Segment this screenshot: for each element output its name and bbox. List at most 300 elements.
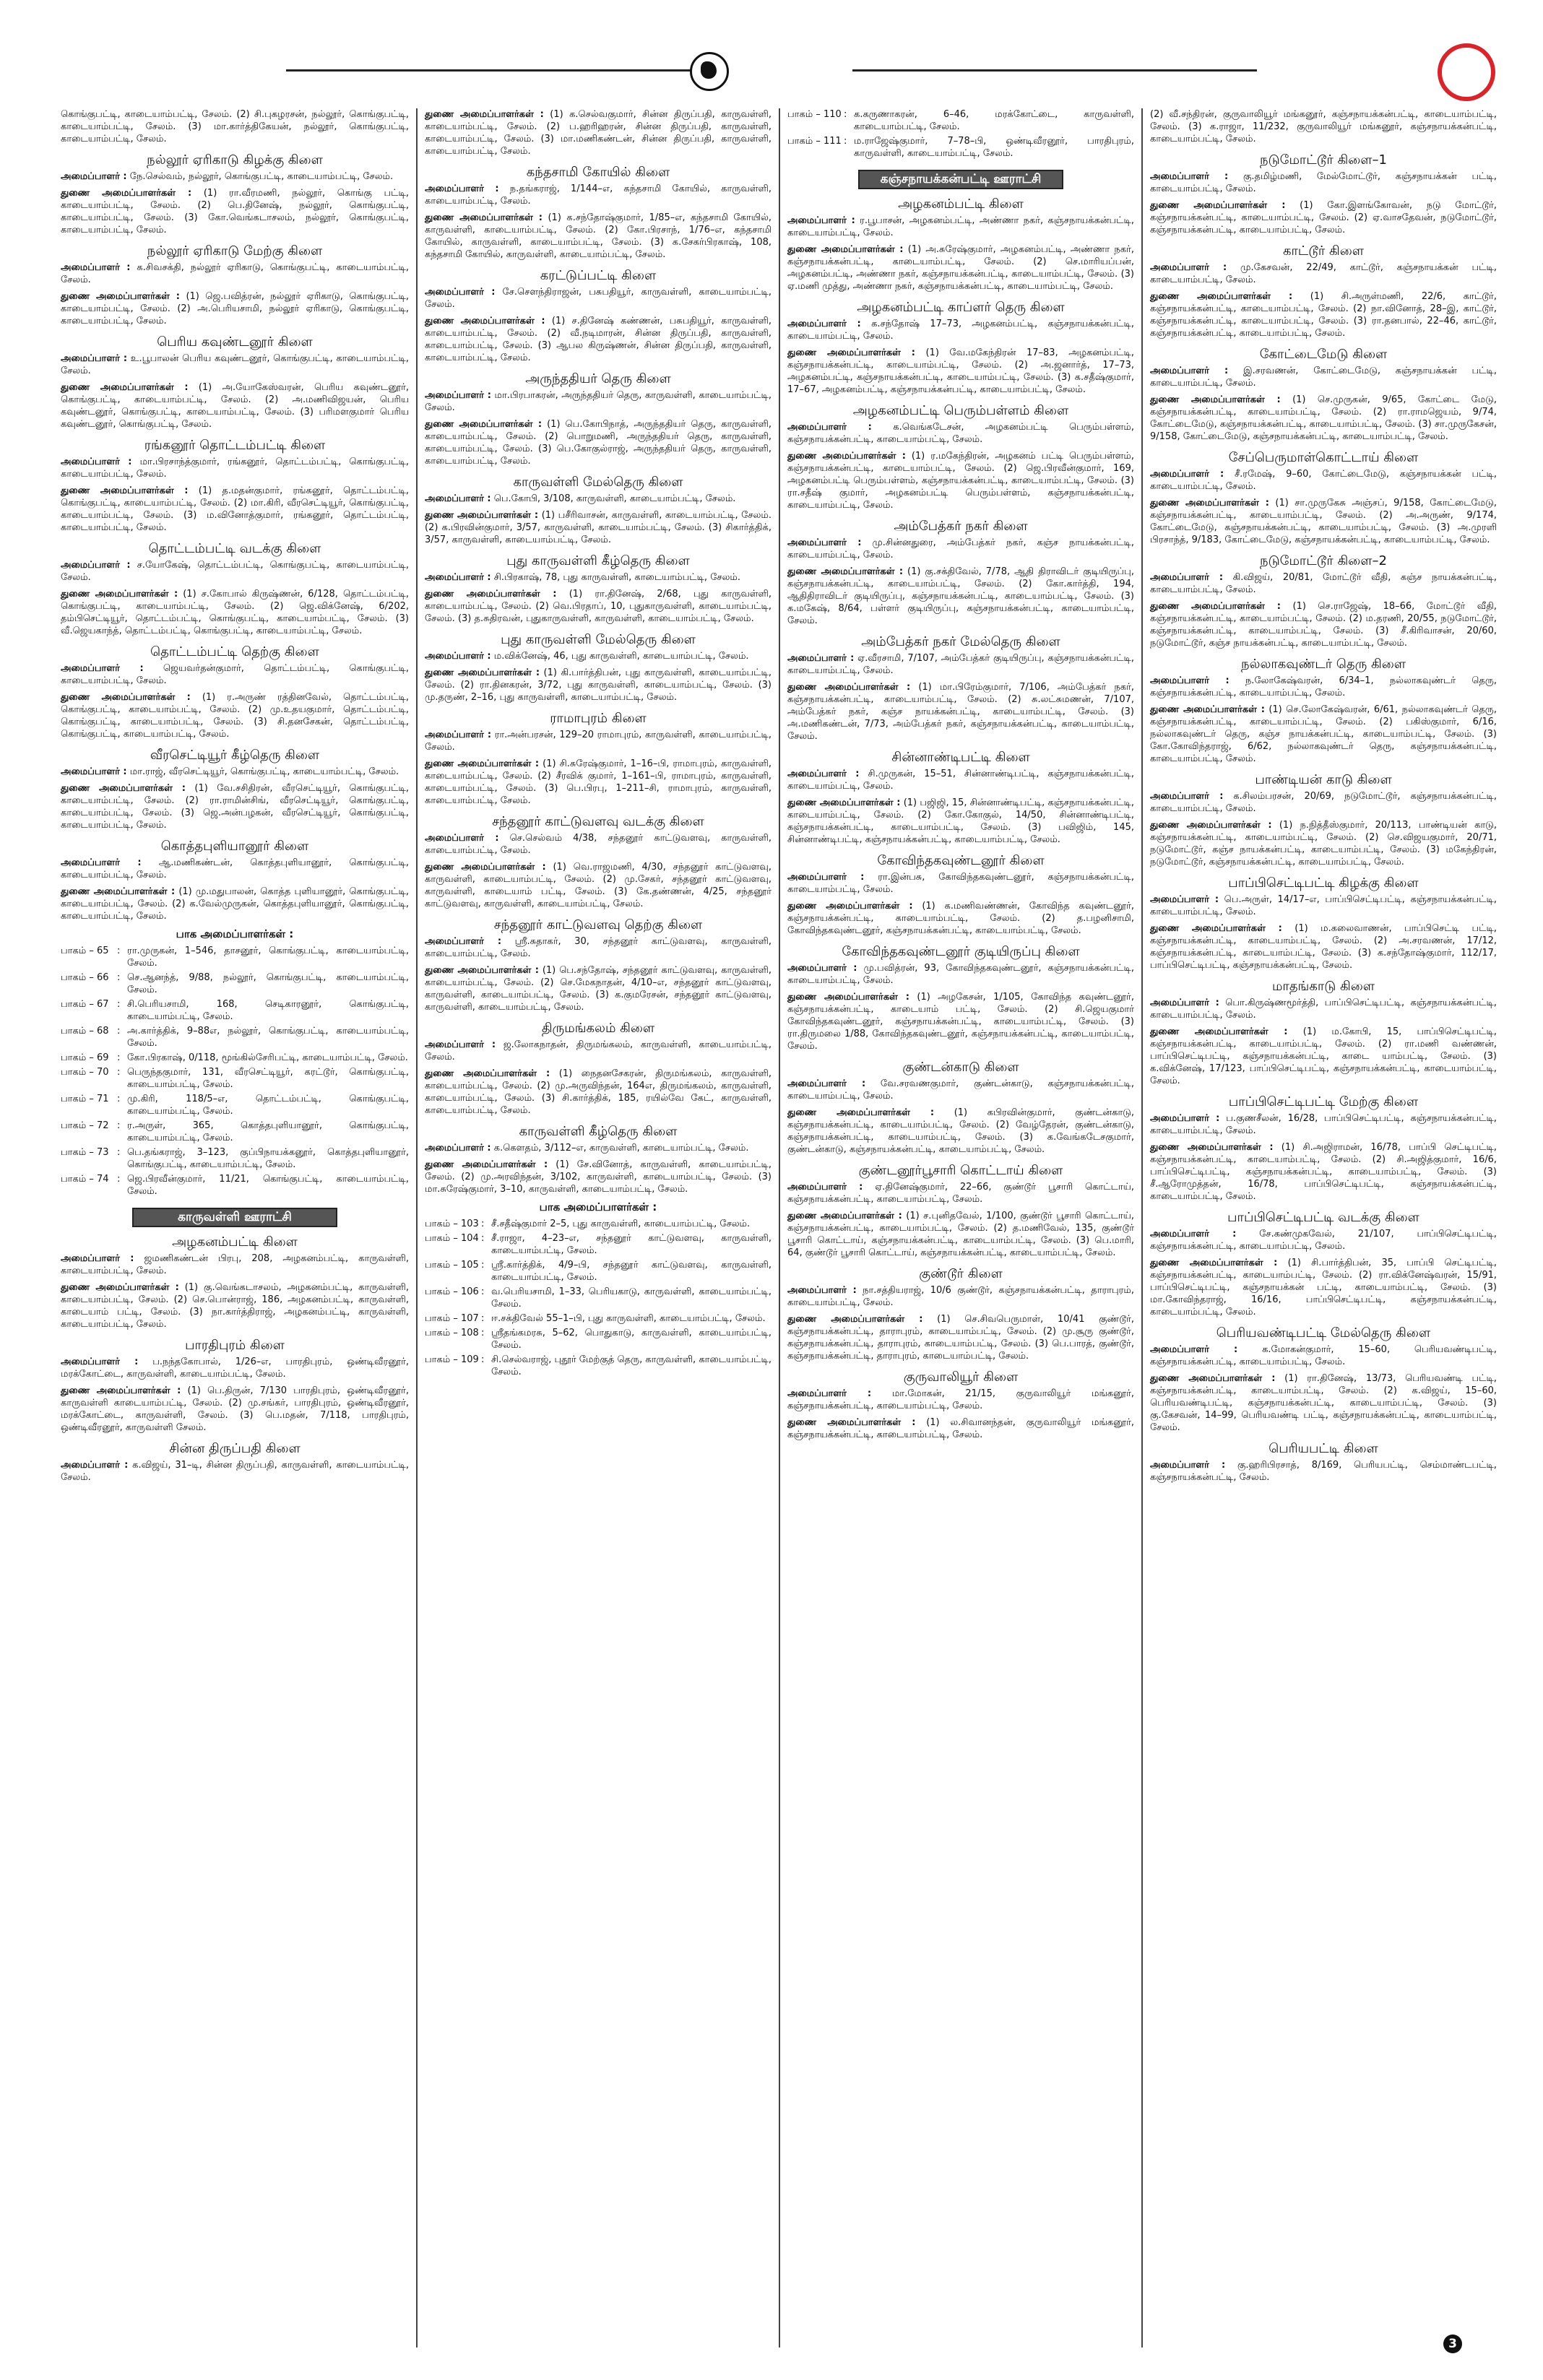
member-text: (1) செ.சிவபெருமாள், 10/41 குண்டூர், கஞ்சநாயக்கன்பட்டி, தாராபுரம், காடையாம்பட்டி, சேலம். (2) மு.சூரு குண்டூர், கஞ்சநாயக்கன்பட்டி, தாராபுரம், காடையாம்பட்டி, சேலம். (3) பெ.பாரத், குண்டூர், கஞ்சநாயக்கன்பட்டி, தாராபுரம், காடையாம்பட்டி, சேலம். bbox=[787, 1314, 1134, 1362]
booth-entry bbox=[425, 1259, 772, 1284]
panchayat-banner: காருவள்ளி ஊராட்சி bbox=[132, 1208, 337, 1227]
role-label: துணை அமைப்பாளர்கள் : bbox=[787, 1314, 923, 1325]
member-text: (1) ச.தினேஷ் கண்ணன், பசுபதியூர், காருவள்ளி, காடையாம்பட்டி, சேலம். (2) வீ.நடிமாரன், சின்ன திருப்பதி, காருவள்ளி, காடையாம்பட்டி, சேலம். (3) ஆபல கிருஷ்ணன், சின்ன திருப்பதி, காருவள்ளி, காடையாம்பட்டி, சேலம். bbox=[425, 316, 772, 363]
member-paragraph bbox=[787, 900, 1134, 937]
branch-heading: சேப்பெருமாள்கொட்டாய் கிளை bbox=[1228, 450, 1419, 465]
role-label: அமைப்பாளர் : bbox=[425, 730, 492, 740]
branch-heading: சின்ன திருப்பதி கிளை bbox=[169, 1441, 301, 1456]
member-text: மா.பிரசாந்த்குமார், ரங்கனூர், தொட்டம்பட்டி, கொங்குபட்டி, காடையாம்பட்டி, சேலம். bbox=[61, 456, 409, 480]
member-paragraph bbox=[61, 352, 409, 377]
role-label: அமைப்பாளர் : bbox=[787, 963, 857, 974]
member-text: க.மோகன்குமார், 15–60, பெரியவண்டிபட்டி, கஞ்சநாயக்கன்பட்டி, காடையாம்பட்டி, சேலம். bbox=[1150, 1344, 1497, 1367]
role-label: அமைப்பாளர் : bbox=[1150, 1229, 1237, 1239]
member-paragraph bbox=[425, 418, 772, 467]
member-text: (1) ச.புனிதவேல், 1/100, குண்டூர் பூசாரி கொட்டாய், கஞ்சநாயக்கன்பட்டி, காடையாம்பட்டி, சேலம். (2) த.மணிவேல், 135, குண்டூர் பூசாரி கொட்டாய், கஞ்சநாயக்கன்பட்டி, காடையாம்பட்டி, சேலம். (3) பெ.மாரி, 64, குண்டூர் பூசாரி கொட்டாய், கஞ்சநாயக்கன்பட்டி, காடையாம்பட்டி, சேலம். bbox=[787, 1211, 1134, 1258]
branch-heading: பாப்பிசெட்டிபட்டி மேற்கு கிளை bbox=[1228, 1094, 1419, 1109]
member-text: (1) ஜெ.பவித்ரன், நல்லூர் ஏரிகாடு, கொங்குபட்டி, காடையாம்பட்டி, சேலம். (2) அ.பெரியசாமி, நல்லூர் ஏரிகாடு, கொங்குபட்டி, காடையாம்பட்டி, சேலம். bbox=[61, 291, 409, 326]
member-text: (1) பஜிஜி, 15, சின்னாண்டிபட்டி, கஞ்சநாயக்கன்பட்டி, காடையாம்பட்டி, சேலம். (2) கோ.கோகுல், 14/50, சின்னாண்டிபட்டி, கஞ்சநாயக்கன்பட்டி, காடையாம்பட்டி, சேலம். (3) பவிஜிம், 145, சின்னாண்டிபட்டி, கஞ்சநாயக்கன்பட்டி, காடையாம்பட்டி, சேலம். bbox=[787, 797, 1134, 845]
member-text: (1) மு.மதுபாலன், கொத்த புளியானூர், கொங்குபட்டி, காடையாம்பட்டி, சேலம். (2) க.வேல்முருகன், கொத்தபுளியானூர், கொங்குபட்டி, காடையாம்பட்டி, சேலம். bbox=[61, 886, 409, 922]
booth-separator: : bbox=[117, 1174, 121, 1185]
member-paragraph bbox=[787, 243, 1134, 293]
booth-separator: : bbox=[117, 972, 121, 983]
role-label: துணை அமைப்பாளர்கள் : bbox=[1150, 1258, 1278, 1268]
member-text: (1) ரா.தினேஷ், 13/73, பெரியவண்டி பட்டி, கஞ்சநாயக்கன்பட்டி, காடையாம்பட்டி, சேலம். (2) க.விஜய், 15–60, பெரியவண்டிபட்டி, கஞ்சநாயக்கன்பட்டி, காடையாம்பட்டி, சேலம். (3) கு.கேசவன், 14–99, பெரியவண்டி பட்டி, கஞ்சநாயக்கன்பட்டி, காடையாம்பட்டி, சேலம். bbox=[1150, 1373, 1497, 1433]
column-1 bbox=[53, 108, 416, 2347]
booth-member: மு.கிரி, 118/5–எ, தொட்டம்பட்டி, கொங்குபட்டி, காடையாம்பட்டி, சேலம். bbox=[127, 1094, 409, 1117]
member-text: (1) வே.மகேந்திரன் 17–83, அழகனம்பட்டி, கஞ்சநாயக்கன்பட்டி, காடையாம்பட்டி, சேலம். (2) அ.ஜனார்த், 17–73, அழகனம்பட்டி, கஞ்சநாயக்கன்பட்டி, காடையாம்பட்டி, சேலம். (3) க.சதீஷ்குமார், 17–67, அழகனம்பட்டி, கஞ்சநாயக்கன்பட்டி, காடையாம்பட்டி, சேலம். bbox=[787, 347, 1134, 395]
booth-entry bbox=[425, 1286, 772, 1310]
booth-separator: : bbox=[844, 109, 847, 120]
booth-separator: : bbox=[481, 1233, 485, 1244]
member-paragraph bbox=[1150, 1372, 1497, 1434]
member-paragraph bbox=[425, 1159, 772, 1195]
member-text: (1) அழகேசன், 1/105, கோவிந்த கவுண்டனூர், கஞ்சநாயக்கன்பட்டி, காடையாம் பட்டி, சேலம். (2) சி.ஜெயகுமார் கோவிந்தகவுண்டனூர், கஞ்சநாயக்கன்பட்டி, காடையாம்பட்டி, சேலம். (3) ரா.திருமலை 1/88, கோவிந்தகவுண்டனூர், கஞ்சநாயக்கன்பட்டி, காடையாம்பட்டி, சேலம். bbox=[787, 992, 1134, 1052]
role-label: துணை அமைப்பாளர்கள் : bbox=[425, 212, 543, 223]
role-label: அமைப்பாளர் : bbox=[1150, 572, 1224, 583]
role-label: துணை அமைப்பாளர்கள் : bbox=[1150, 923, 1282, 934]
booth-section-heading: பாக அமைப்பாளர்கள் : bbox=[176, 927, 294, 940]
member-text: மு.பவித்ரன், 93, கோவிந்தகவுண்டனூர், கஞ்சநாயக்கன்பட்டி, காடையாம்பட்டி, சேலம். bbox=[787, 963, 1134, 986]
booth-separator: : bbox=[481, 1286, 485, 1297]
booth-entry bbox=[61, 1093, 409, 1117]
role-label: துணை அமைப்பாளர்கள் : bbox=[1150, 291, 1293, 302]
member-paragraph bbox=[425, 389, 772, 414]
member-text: சே.கண்முகவேல், 21/107, பாப்பிசெட்டிபட்டி, கஞ்சநாயக்கன்பட்டி, காடையாம்பட்டி, சேலம். bbox=[1150, 1229, 1497, 1252]
member-text: (1) சி.சுரேஷ்குமார், 1–16–பி, ராமாபுரம், காருவள்ளி, காடையாம்பட்டி, சேலம். (2) சீரவிக் குமார், 1–161–பி, ராமாபுரம், காருவள்ளி, காடையாம்பட்டி, சேலம். (3) பெ.பிரபு, 1–211–சி, ராமாபுரம், காருவள்ளி, காடையாம்பட்டி, சேலம். bbox=[425, 758, 772, 806]
member-text: மா.பிரபாகரன், அருந்ததியர் தெரு, காருவள்ளி, காடையாம்பட்டி, சேலம். bbox=[425, 390, 772, 413]
member-paragraph bbox=[61, 782, 409, 831]
member-paragraph bbox=[1150, 1141, 1497, 1203]
member-paragraph bbox=[1150, 922, 1497, 972]
member-text: கு.தமிழ்மணி, மேல்மோட்டூர், கஞ்சநாயக்கன் பட்டி, காடையாம்பட்டி, சேலம். bbox=[1150, 171, 1497, 194]
member-paragraph bbox=[787, 318, 1134, 342]
branch-heading: சின்னாண்டிபட்டி கிளை bbox=[891, 750, 1030, 765]
member-paragraph bbox=[1150, 365, 1497, 389]
booth-entry bbox=[61, 1146, 409, 1171]
member-paragraph bbox=[787, 652, 1134, 677]
role-label: அமைப்பாளர் : bbox=[61, 766, 127, 777]
member-paragraph bbox=[787, 421, 1134, 446]
member-paragraph bbox=[1150, 170, 1497, 195]
role-label: அமைப்பாளர் : bbox=[787, 872, 865, 883]
member-text: மு.கேசவன், 22/49, காட்டூர், கஞ்சநாயக்கன் பட்டி, காடையாம்பட்டி, சேலம். bbox=[1150, 262, 1497, 285]
branch-heading: நடுமோட்டூர் கிளை–1 bbox=[1260, 152, 1387, 168]
member-text: உ.பூபாலன் பெரிய கவுண்டனூர், கொங்குபட்டி, காடையாம்பட்டி, சேலம். bbox=[61, 353, 409, 376]
member-text: மு.சின்னதுரை, அம்பேத்கர் நகர், கஞ்ச நாயக்கன்பட்டி, காடையாம்பட்டி, சேலம். bbox=[787, 537, 1134, 561]
member-paragraph bbox=[61, 485, 409, 534]
member-paragraph bbox=[787, 962, 1134, 987]
member-paragraph bbox=[61, 1356, 409, 1380]
booth-number: பாகம் – 70 bbox=[61, 1067, 109, 1078]
branch-heading: குண்டூர் கிளை bbox=[919, 1266, 1003, 1281]
member-text: (1) கு.சக்திவேல், 7/78, ஆதி திராவிடர் குடியிருப்பு, கஞ்சநாயக்கன்பட்டி, காடையாம்பட்டி, சேலம். (2) கோ.கார்த்தி, 194, ஆதிதிராவிடர் குடியிருப்பு, கஞ்சநாயக்கன்பட்டி, காடையாம்பட்டி, சேலம். (3) க.மகேஷ், 8/64, பள்ளர் குடியிருப்பு, கஞ்சநாயக்கன்பட்டி, காடையாம்பட்டி, சேலம். bbox=[787, 566, 1134, 626]
role-label: அமைப்பாளர் : bbox=[61, 857, 142, 868]
role-label: அமைப்பாளர் : bbox=[61, 353, 128, 364]
member-paragraph bbox=[787, 797, 1134, 846]
member-text: க.விஜய், 31–டி, சின்ன திருப்பதி, காருவள்ளி, காடையாம்பட்டி, சேலம். bbox=[61, 1460, 409, 1483]
branch-heading: நடுமோட்டூர் கிளை–2 bbox=[1260, 553, 1387, 568]
branch-heading: புது காருவள்ளி மேல்தெரு கிளை bbox=[501, 632, 696, 647]
branch-heading: புது காருவள்ளி கீழ்தெரு கிளை bbox=[506, 553, 690, 568]
branch-heading: கந்தசாமி கோயில் கிளை bbox=[526, 165, 670, 180]
branch-heading: வீரசெட்டியூர் கீழ்தெரு கிளை bbox=[150, 748, 320, 763]
member-text: (1) சி.பார்த்திபன், 35, பாப்பி செட்டிபட்டி, கஞ்சநாயக்கன்பட்டி, காடையாம்பட்டி, சேலம். (2) ரா.விக்னேஷ்வரன், 15/91, பாப்பிசெட்டிபட்டி, கஞ்சநாயக்கன் பட்டி, காடையாம்பட்டி, சேலம். (3) மா.கோவிந்தராஜ், 16/16, பாப்பிசெட்டிபட்டி, கஞ்சநாயக்கன்பட்டி, காடையாம்பட்டி, சேலம். bbox=[1150, 1258, 1497, 1317]
member-paragraph bbox=[1150, 571, 1497, 596]
member-paragraph bbox=[787, 991, 1134, 1052]
role-label: அமைப்பாளர் : bbox=[1150, 675, 1229, 686]
branch-heading: ரங்கனூர் தொட்டம்பட்டி கிளை bbox=[144, 438, 326, 453]
member-paragraph bbox=[787, 1313, 1134, 1362]
member-text: நா.சத்தியராஜ், 10/6 குண்டூர், கஞ்சநாயக்கன்பட்டி, தாராபுரம், காடையாம்பட்டி, சேலம். bbox=[787, 1285, 1134, 1308]
branch-heading: குருவாலியூர் கிளை bbox=[903, 1369, 1019, 1385]
role-label: துணை அமைப்பாளர்கள் : bbox=[1150, 394, 1281, 405]
member-text: (1) செ.ராஜேஷ், 18–66, மோட்டூர் வீதி, கஞ்சநாயக்கன்பட்டி, காடையாம்பட்டி, சேலம். (2) ம.தரணி, 20/55, நடுமோட்டூர், கஞ்சநாயக்கன்பட்டி, காடையாம்பட்டி, சேலம். (3) சீ.கிரிவாசன், 20/60, நடுமோட்டூர், கஞ்ச நாயக்கன்பட்டி, காடையாம்பட்டி, சேலம். bbox=[1150, 601, 1497, 649]
role-label: துணை அமைப்பாளர்கள் : bbox=[61, 382, 189, 393]
member-paragraph bbox=[425, 183, 772, 207]
role-label: அமைப்பாளர் : bbox=[425, 572, 491, 583]
booth-number: பாகம் – 111 bbox=[787, 136, 842, 147]
booth-member: வ.பெரியசாமி, 1–33, பெரியகாடு, காருவள்ளி, காடையாம்பட்டி, சேலம். bbox=[491, 1286, 772, 1310]
member-paragraph bbox=[1150, 1026, 1497, 1087]
role-label: அமைப்பாளர் : bbox=[787, 769, 860, 779]
member-text: நே.செல்வம், நல்லூர், கொங்குபட்டி, காடையாம்பட்டி, சேலம். bbox=[129, 171, 394, 182]
member-text: சி.பிரகாஷ், 78, புது காருவள்ளி, காடையாம்பட்டி, சேலம். bbox=[493, 572, 741, 583]
member-text: (1) சி.அருள்மணி, 22/6, காட்டூர், கஞ்சநாயக்கன்பட்டி, காடையாம்பட்டி, சேலம். (2) நா.வினோத், 28–இ, காட்டூர், கஞ்சநாயக்கன்பட்டி, காடையாம்பட்டி, சேலம். (3) ரா.தனபால், 22–46, காட்டூர், கஞ்சநாயக்கன்பட்டி, காடையாம்பட்டி, சேலம். bbox=[1150, 291, 1497, 339]
role-label: துணை அமைப்பாளர்கள் : bbox=[787, 682, 911, 693]
role-label: துணை அமைப்பாளர்கள் : bbox=[61, 783, 186, 794]
booth-entry bbox=[787, 108, 1134, 133]
role-label: துணை அமைப்பாளர்கள் : bbox=[425, 419, 543, 430]
member-paragraph bbox=[61, 290, 409, 327]
role-label: துணை அமைப்பாளர்கள் : bbox=[425, 1159, 548, 1170]
member-text: பொ.கிருஷ்ணமூர்த்தி, பாப்பிசெட்டிபட்டி, கஞ்சநாயக்கன்பட்டி, காடையாம்பட்டி, சேலம். bbox=[1150, 998, 1497, 1021]
member-text: ஜமணிகண்டன் பிரபு, 208, அழகனம்பட்டி, காருவள்ளி, காடையாம்பட்டி, சேலம். bbox=[61, 1253, 409, 1276]
member-paragraph bbox=[425, 758, 772, 807]
member-paragraph bbox=[61, 1459, 409, 1484]
page-number: 3 bbox=[1443, 2334, 1462, 2353]
member-paragraph bbox=[1150, 600, 1497, 649]
member-paragraph bbox=[61, 766, 409, 778]
member-paragraph bbox=[787, 1416, 1134, 1441]
member-paragraph bbox=[1150, 704, 1497, 765]
member-text: மா.மோகன், 21/15, குருவாலியூர் மங்கனூர், கஞ்சநாயக்கன்பட்டி, காடையாம்பட்டி, சேலம். bbox=[787, 1388, 1134, 1411]
branch-heading: கோட்டைமேடு கிளை bbox=[1259, 347, 1388, 362]
member-text: ஆ.மணிகண்டன், கொத்தபுளியானூர், கொங்குபட்டி, காடையாம்பட்டி, சேலம். bbox=[61, 857, 409, 880]
branch-heading: மாதங்காடு கிளை bbox=[1271, 979, 1375, 994]
member-paragraph bbox=[425, 1039, 772, 1063]
role-label: துணை அமைப்பாளர்கள் : bbox=[425, 965, 539, 976]
member-text: (1) மா.பிரேம்குமார், 7/106, அம்பேத்கர் நகர், கஞ்சநாயக்கன்பட்டி, காடையாம்பட்டி, சேலம். (2) சு.லட்சுமணன், 7/107, அம்பேத்கர் நகர், கஞ்ச நாயக்கன்பட்டி, காடையாம்பட்டி, சேலம். (3) அ.மணிகண்டன், 7/73, அம்பேத்கர் நகர், கஞ்சநாயக்கன்பட்டி, காடையாம்பட்டி, சேலம். bbox=[787, 682, 1134, 742]
header-rule-right bbox=[852, 69, 1257, 72]
member-text: (1) ச.கோபால் கிருஷ்ணன், 6/128, தொட்டம்பட்டி, கொங்குபட்டி, காடையாம்பட்டி, சேலம். (2) ஜெ.விக்னேஷ், 6/202, தம்பிசெட்டியூர், தொட்டம்பட்டி, கொங்குபட்டி, காடையாம்பட்டி, சேலம். (3) வீ.ஜெயகாந்த், தொட்டம்பட்டி, கொங்குபட்டி, காடையாம்பட்டி, சேலம். bbox=[61, 589, 409, 636]
member-text: (1) ந.நித்தீஸ்குமார், 20/113, பாண்டியன் காடு, கஞ்சநாயக்கன்பட்டி, காடையாம்பட்டி, சேலம். (2) செ.விஜயகுமார், 20/71, நடுமோட்டூர், கஞ்ச நாயக்கன்பட்டி, காடையாம்பட்டி, சேலம். (3) மகேந்திரன், நடுமோட்டூர், கஞ்சநாயக்கன்பட்டி, காடையாம்பட்டி, சேலம். bbox=[1150, 820, 1497, 867]
role-label: அமைப்பாளர் : bbox=[787, 1182, 863, 1193]
member-paragraph bbox=[787, 1107, 1134, 1156]
role-label: துணை அமைப்பாளர்கள் : bbox=[61, 485, 189, 496]
member-text: (1) க.மணிவண்ணன், கோவிந்த கவுண்டனூர், கஞ்சநாயக்கன்பட்டி, காடையாம்பட்டி, சேலம். (2) த.பழனிசாமி, கோவிந்தகவுண்டனூர், கஞ்சநாயக்கன்பட்டி, காடையாம்பட்டி, சேலம். bbox=[787, 901, 1134, 936]
booth-member: சீ.ராஜா, 4–23–எ, சந்தனூர் காட்டுவளவு, காருவள்ளி, காடையாம்பட்டி, சேலம். bbox=[491, 1233, 772, 1256]
member-paragraph bbox=[61, 187, 409, 236]
branch-heading: பாப்பிசெட்டிபட்டி கிழக்கு கிளை bbox=[1228, 875, 1419, 891]
member-paragraph bbox=[425, 1142, 772, 1154]
role-label: அமைப்பாளர் : bbox=[1150, 1460, 1226, 1471]
branch-heading: தொட்டம்பட்டி வடக்கு கிளை bbox=[148, 541, 321, 556]
booth-entry bbox=[425, 1327, 772, 1351]
booth-member: ரா.முருகன், 1–546, தாசனூர், கொங்குபட்டி, காடையாம்பட்டி, சேலம். bbox=[127, 945, 409, 969]
role-label: அமைப்பாளர் : bbox=[425, 183, 499, 194]
booth-entry bbox=[61, 1120, 409, 1144]
member-paragraph bbox=[787, 537, 1134, 561]
role-label: அமைப்பாளர் : bbox=[1150, 469, 1224, 480]
role-label: துணை அமைப்பாளர்கள் : bbox=[1150, 1142, 1274, 1153]
member-text: (1) த.மதன்குமார், ரங்கனூர், தொட்டம்பட்டி, கொங்குபட்டி, காடையாம்பட்டி, சேலம். (2) மா.கிரி, வீரசெட்டியூர், கொங்குபட்டி, காடையாம்பட்டி, சேலம். (3) ம.வினோத்குமார், ரங்கனூர், தொட்டம்பட்டி, காடையாம்பட்டி, சேலம். bbox=[61, 485, 409, 533]
member-text: சி.முருகன், 15–51, சின்னாண்டிபட்டி, கஞ்சநாயக்கன்பட்டி, காடையாம்பட்டி, சேலம். bbox=[787, 769, 1134, 792]
role-label: அமைப்பாளர் : bbox=[425, 1143, 491, 1154]
booth-number: பாகம் – 68 bbox=[61, 1026, 109, 1037]
member-paragraph bbox=[61, 1385, 409, 1434]
role-label: துணை அமைப்பாளர்கள் : bbox=[1150, 601, 1281, 612]
member-paragraph bbox=[787, 1181, 1134, 1206]
branch-heading: பாரதிபுரம் கிளை bbox=[185, 1338, 285, 1353]
member-text: (1) செ.முருகன், 9/65, கோட்டை மேடு, கஞ்சநாயக்கன்பட்டி, காடையாம்பட்டி, சேலம். (2) ரா.ராமஜெயம், 9/74, கோட்டைமேடு, கஞ்சநாயக்கன்பட்டி, காடையாம்பட்டி, சேலம். (3) சா.முருகேசன், 9/158, கோட்டைமேடு, கஞ்சநாயக்கன்பட்டி, காடையாம்பட்டி, சேலம். bbox=[1150, 394, 1497, 442]
booth-separator: : bbox=[117, 1094, 121, 1104]
booth-separator: : bbox=[481, 1354, 485, 1365]
role-label: துணை அமைப்பாளர்கள் : bbox=[61, 589, 178, 600]
branch-heading: பாப்பிசெட்டிபட்டி வடக்கு கிளை bbox=[1227, 1210, 1419, 1225]
member-paragraph bbox=[1150, 819, 1497, 868]
panchayat-banner: கஞ்சநாயக்கன்பட்டி ஊராட்சி bbox=[858, 170, 1063, 189]
branch-heading: சந்தனூர் காட்டுவளவு வடக்கு கிளை bbox=[492, 814, 704, 829]
member-text: (1) க.செல்வகுமார், சின்ன திருப்பதி, காருவள்ளி, காடையாம்பட்டி, சேலம். (2) ப.ஹரிஹரன், சின்ன திருப்பதி, காருவள்ளி, காடையாம்பட்டி, சேலம். (3) மா.மணிகண்டன், சின்ன திருப்பதி, காருவள்ளி, காடையாம்பட்டி, சேலம். bbox=[425, 109, 772, 157]
branch-heading: கோவிந்தகவுண்டனூர் கிளை bbox=[877, 853, 1045, 868]
role-label: துணை அமைப்பாளர்கள் : bbox=[61, 1385, 181, 1396]
member-paragraph bbox=[61, 559, 409, 584]
booth-entry bbox=[425, 1218, 772, 1230]
member-paragraph bbox=[61, 662, 409, 687]
booth-separator: : bbox=[481, 1219, 485, 1229]
member-text: ப.குணசீலன், 16/28, பாப்பிசெட்டிபட்டி, கஞ்சநாயக்கன்பட்டி, காடையாம்பட்டி, சேலம். bbox=[1150, 1113, 1497, 1136]
booth-separator: : bbox=[481, 1313, 485, 1324]
role-label: துணை அமைப்பாளர்கள் : bbox=[61, 291, 180, 302]
role-label: துணை அமைப்பாளர்கள் : bbox=[425, 1068, 550, 1079]
branch-heading: நல்லாகவுண்டர் தெரு கிளை bbox=[1240, 657, 1406, 672]
role-label: அமைப்பாளர் : bbox=[1150, 262, 1227, 273]
booth-separator: : bbox=[117, 1067, 121, 1078]
booth-number: பாகம் – 104 bbox=[425, 1233, 479, 1244]
member-text: (1) க.சந்தோஷ்குமார், 1/85–எ, கந்தசாமி கோயில், காருவள்ளி, காடையாம்பட்டி, சேலம். (2) கோ.பிரசாந், 1/76–எ, கந்தசாமி கோயில், காருவள்ளி, காடையாம்பட்டி, சேலம். (3) க.சேகர்பிரகாஷ், 108, கந்தசாமி கோயில், காருவள்ளி, காடையாம்பட்டி, சேலம். bbox=[425, 212, 772, 260]
member-text: (1) ரா.வீரமணி, நல்லூர், கொங்கு பட்டி, காடையாம்பட்டி, சேலம். (2) பெ.தினேஷ், நல்லூர், கொங்குபட்டி, காடையாம்பட்டி, சேலம். (3) கோ.வெங்கடாசலம், நல்லூர், கொங்குபட்டி, காடையாம்பட்டி, சேலம். bbox=[61, 188, 409, 235]
member-paragraph bbox=[1150, 497, 1497, 546]
role-label: அமைப்பாளர் : bbox=[787, 653, 855, 664]
role-label: அமைப்பாளர் : bbox=[1150, 171, 1229, 182]
member-text: ரா.இன்பசு, கோவிந்தகவுண்டனூர், கஞ்சநாயக்கன்பட்டி, காடையாம்பட்டி, சேலம். bbox=[787, 872, 1134, 895]
member-text: மா.ராஜ், வீரசெட்டியூர், கொங்குபட்டி, காடையாம்பட்டி, சேலம். bbox=[129, 766, 399, 777]
member-paragraph bbox=[425, 108, 772, 157]
member-paragraph bbox=[425, 571, 772, 584]
member-paragraph bbox=[787, 566, 1134, 627]
booth-number: பாகம் – 110 bbox=[787, 109, 842, 120]
booth-number: பாகம் – 72 bbox=[61, 1120, 109, 1131]
branch-heading: நல்லூர் ஏரிகாடு மேற்கு கிளை bbox=[147, 243, 323, 259]
booth-member: ஸ்ரீ.கார்த்திக், 4/9–பி, சந்தனூர் காட்டுவளவு, காருவள்ளி, காடையாம்பட்டி, சேலம். bbox=[491, 1260, 772, 1283]
member-paragraph bbox=[1150, 394, 1497, 443]
role-label: துணை அமைப்பாளர்கள் : bbox=[787, 451, 906, 462]
branch-heading: நல்லூர் ஏரிகாடு கிழக்கு கிளை bbox=[147, 152, 323, 168]
booth-member: சி.பெரியசாமி, 168, செடிகாரனூர், கொங்குபட்டி, காடையாம்பட்டி, சேலம். bbox=[127, 999, 409, 1022]
member-text: ஏ.வீரசாமி, 7/107, அம்பேத்கர் குடியிருப்பு, கஞ்சநாயக்கன்பட்டி, காடையாம்பட்டி, சேலம். bbox=[787, 653, 1134, 676]
role-label: அமைப்பாளர் : bbox=[425, 833, 499, 844]
role-label: அமைப்பாளர் : bbox=[425, 287, 496, 298]
member-text: பெ.கோபி, 3/108, காருவள்ளி, காடையாம்பட்டி, சேலம். bbox=[493, 493, 736, 504]
booth-entry bbox=[61, 945, 409, 969]
member-paragraph bbox=[787, 1388, 1134, 1412]
member-paragraph bbox=[787, 1284, 1134, 1309]
member-text: சீ.ரமேஷ், 9–60, கோட்டைமேடு, கஞ்சநாயக்கன் பட்டி, காடையாம்பட்டி, சேலம். bbox=[1150, 469, 1497, 492]
member-paragraph bbox=[1150, 675, 1497, 699]
booth-number: பாகம் – 106 bbox=[425, 1286, 479, 1297]
booth-number: பாகம் – 109 bbox=[425, 1354, 479, 1365]
branch-heading: அழகனம்பட்டி காப்ளர் தெரு கிளை bbox=[857, 300, 1065, 315]
role-label: துணை அமைப்பாளர்கள் : bbox=[61, 1282, 179, 1293]
red-circle-icon bbox=[1438, 43, 1495, 101]
member-text: (1) வே.சசிதிரன், வீரசெட்டியூர், கொங்குபட்டி, காடையாம்பட்டி, சேலம். (2) ரா.ராமின்சிங், வீரசெட்டியூர், கொங்குபட்டி, காடையாம்பட்டி, சேலம். (3) ஜெ.அன்பழகன், வீரசெட்டியூர், கொங்குபட்டி, காடையாம்பட்டி, சேலம். bbox=[61, 783, 409, 831]
booth-entry bbox=[425, 1312, 772, 1325]
role-label: துணை அமைப்பாளர்கள் : bbox=[61, 886, 176, 897]
branch-heading: காட்டூர் கிளை bbox=[1282, 243, 1365, 259]
member-text: க.வெங்கடேசன், அழகனம்பட்டி பெரும்பள்ளம், கஞ்சநாயக்கன்பட்டி, காடையாம்பட்டி, சேலம். bbox=[787, 422, 1134, 445]
member-paragraph bbox=[1150, 290, 1497, 339]
member-paragraph bbox=[787, 768, 1134, 792]
member-text: (1) கபிரவின்குமார், குண்டன்காடு, கஞ்சநாயக்கன்பட்டி, காடையாம்பட்டி, சேலம். (2) வேழ்தேரன், குண்டன்காடு, கஞ்சநாயக்கன்பட்டி, காடையாம்பட்டி, சேலம். (3) க.வேங்கடேசகுமார், குண்டன்காடு, கஞ்சநாயக்கன்பட்டி, காடையாம்பட்டி, சேலம். bbox=[787, 1107, 1134, 1155]
role-label: அமைப்பாளர் : bbox=[787, 537, 862, 548]
role-label: துணை அமைப்பாளர்கள் : bbox=[1150, 820, 1272, 831]
member-paragraph bbox=[425, 286, 772, 311]
member-text: (1) சா.முருகேசு அஞ்சப், 9/158, கோட்டைமேடு, கஞ்சநாயக்கன்பட்டி, காடையாம்பட்டி, சேலம். (2) அ.அருண், 9/174, கோட்டைமேடு, கஞ்சநாயக்கன்பட்டி, காடையாம்பட்டி, சேலம். (3) அ.முரளி பிரசாந்த், 9/183, கோட்டைமேடு, கஞ்சநாயக்கன்பட்டி, காடையாம்பட்டி, சேலம். bbox=[1150, 498, 1497, 545]
booth-entry bbox=[61, 972, 409, 996]
role-label: அமைப்பாளர் : bbox=[61, 1253, 134, 1264]
member-paragraph bbox=[1150, 1343, 1497, 1368]
member-text: ஜெயவர்தன்குமார், தொட்டம்பட்டி, கொங்குபட்டி, காடையாம்பட்டி, சேலம். bbox=[61, 663, 409, 686]
member-text: இ.சரவணன், கோட்டைமேடு, கஞ்சநாயக்கன் பட்டி, காடையாம்பட்டி, சேலம். bbox=[1150, 365, 1497, 389]
member-text: (1) அ.யோகேஸ்வரன், பெரிய கவுண்டனூர், கொங்குபட்டி, காடையாம்பட்டி, சேலம். (2) அ.மணிவிஜயன், பெரிய கவுண்டனூர், கொங்குபட்டி, காடையாம்பட்டி, சேலம். (3) பரிமளகுமார் பெரிய கவுண்டனூர், கொங்குபட்டி, சேலம். bbox=[61, 382, 409, 430]
member-text: கி.விஜய், 20/81, மோட்டூர் வீதி, கஞ்ச நாயக்கன்பட்டி, காடையாம்பட்டி, சேலம். bbox=[1150, 572, 1497, 595]
role-label: அமைப்பாளர் : bbox=[787, 1388, 872, 1399]
booth-separator: : bbox=[117, 1120, 121, 1131]
member-text: பெ.அருள், 14/17–எ, பாப்பிசெட்டிபட்டி, கஞ்சநாயக்கன்பட்டி, காடையாம்பட்டி, சேலம். bbox=[1150, 894, 1497, 917]
member-text: க.கௌதம், 3/112–எ, காருவள்ளி, காடையாம்பட்டி, சேலம். bbox=[493, 1143, 749, 1154]
member-text: (1) பெ.கோபிநாத், அருந்ததியர் தெரு, காருவள்ளி, காடையாம்பட்டி, சேலம். (2) பொறுமணி, அருந்ததியர் தெரு, காருவள்ளி, காடையாம்பட்டி, சேலம். (3) பெ.கோகுல்ராஜ், அருந்ததியர் தெரு, காருவள்ளி, காடையாம்பட்டி, சேலம். bbox=[425, 419, 772, 467]
member-text: (1) கோ.இளங்கோவன், நடு மோட்டூர், கஞ்சநாயக்கன்பட்டி, காடையாம்பட்டி, சேலம். (2) ஏ.வாசதேவன், நடுமோட்டூர், கஞ்சநாயக்கன்பட்டி, காடையாம்பட்டி, சேலம். bbox=[1150, 200, 1497, 235]
branch-heading: அழகனம்பட்டி பெரும்பள்ளம் கிளை bbox=[852, 403, 1069, 418]
branch-heading: அம்பேத்கர் நகர் கிளை bbox=[894, 519, 1028, 534]
booth-entry bbox=[425, 1354, 772, 1378]
column-2 bbox=[416, 108, 779, 2347]
branch-heading: கரட்டுப்பட்டி கிளை bbox=[540, 268, 657, 283]
member-paragraph bbox=[61, 1252, 409, 1277]
member-text: (1) நைதனசேகரன், திருமங்கலம், காருவள்ளி, காடையாம்பட்டி, சேலம். (2) மு.அருவிந்தன், 164எ, திருமங்கலம், காருவள்ளி, காடையாம்பட்டி, சேலம். (3) சி.கார்த்திக், 185, ரயில்வே கேட், காருவள்ளி, காடையாம்பட்டி, சேலம். bbox=[425, 1068, 772, 1116]
branch-heading: அருந்ததியர் தெரு கிளை bbox=[525, 371, 671, 386]
member-text: (1) வெ.ராஜமணி, 4/30, சந்தனூர் காட்டுவளவு, காருவள்ளி, காடையாம்பட்டி, சேலம். (2) மு.சேகர், சந்தனூர் காட்டுவளவு, காருவள்ளி, காடையாம் பட்டி, சேலம். (3) கே.தண்ணன், 4/25, சந்தனூர் காட்டுவளவு, காருவள்ளி, காடையாம்பட்டி, சேலம். bbox=[425, 862, 772, 909]
member-paragraph bbox=[425, 729, 772, 753]
member-text: (1) பசீரிவாசன், காருவள்ளி, காடையாம்பட்டி, சேலம். (2) க.பிரவின்குமார், 3/57, காருவள்ளி, காடையாம்பட்டி, சேலம். (3) சிகார்த்திக், 3/57, காருவள்ளி, காடையாம்பட்டி, சேலம். bbox=[425, 510, 772, 545]
member-paragraph bbox=[1150, 108, 1497, 145]
role-label: அமைப்பாளர் : bbox=[1150, 1113, 1220, 1124]
booth-separator: : bbox=[844, 136, 847, 147]
branch-heading: அம்பேத்கர் நகர் மேல்தெரு கிளை bbox=[861, 634, 1060, 649]
role-label: துணை அமைப்பாளர்கள் : bbox=[425, 758, 540, 769]
member-text: ரா.அன்பரசன், 129–20 ராமாபுரம், காருவள்ளி, காடையாம்பட்டி, சேலம். bbox=[425, 730, 772, 753]
member-paragraph bbox=[425, 832, 772, 857]
role-label: துணை அமைப்பாளர்கள் : bbox=[1150, 200, 1286, 211]
member-text: (1) கி.பார்த்திபன், புது காருவள்ளி, காடையாம்பட்டி, சேலம். (2) ரா.தினகரன், 3/72, புது காருவள்ளி, காடையாம்பட்டி, சேலம். (3) மு.தருண், 2–16, புது காருவள்ளி, காடையாம்பட்டி, சேலம். bbox=[425, 667, 772, 703]
booth-number: பாகம் – 105 bbox=[425, 1260, 479, 1271]
role-label: அமைப்பாளர் : bbox=[61, 171, 127, 182]
member-text: க.சிவசக்தி, நல்லூர் ஏரிகாடு, கொங்குபட்டி, காடையாம்பட்டி, சேலம். bbox=[61, 262, 409, 285]
booth-number: பாகம் – 65 bbox=[61, 945, 109, 956]
role-label: அமைப்பாளர் : bbox=[425, 1039, 496, 1050]
role-label: அமைப்பாளர் : bbox=[1150, 791, 1224, 802]
booth-member: ஜெ.பிரவீன்குமார், 11/21, கொங்குபட்டி, காடையாம்பட்டி, சேலம். bbox=[127, 1174, 409, 1197]
role-label: துணை அமைப்பாளர்கள் : bbox=[787, 244, 904, 255]
member-text: ச.யோகேஷ், தொட்டம்பட்டி, கொங்குபட்டி, காடையாம்பட்டி, சேலம். bbox=[61, 560, 409, 583]
booth-separator: : bbox=[117, 1052, 121, 1063]
member-paragraph bbox=[61, 1281, 409, 1330]
member-paragraph bbox=[1150, 261, 1497, 286]
member-text: (1) ர.மகேந்திரன், அழகனம் பட்டி பெரும்பள்ளம், கஞ்சநாயக்கன்பட்டி, காடையாம்பட்டி, சேலம். (2) ஜெ.பிரவீன்குமார், 169, அழகனம்பட்டி பெரும்பள்ளம், கஞ்சநாயக்கன்பட்டி, காடையாம்பட்டி, சேலம். (3) ரா.சதீஷ் குமார், அழகனம்பட்டி பெரும்பள்ளம், கஞ்சநாயக்கன்பட்டி, காடையாம்பட்டி, சேலம். bbox=[787, 451, 1134, 511]
role-label: அமைப்பாளர் : bbox=[787, 319, 861, 329]
member-paragraph bbox=[425, 1068, 772, 1117]
member-paragraph bbox=[787, 347, 1134, 396]
booth-entry bbox=[61, 1173, 409, 1198]
member-paragraph bbox=[1150, 1459, 1497, 1484]
booth-separator: : bbox=[481, 1328, 485, 1338]
booth-member: ஈ.சக்திவேல் 55–1–பி, புது காருவள்ளி, காடையாம்பட்டி, சேலம். bbox=[491, 1313, 766, 1324]
booth-entry bbox=[787, 135, 1134, 160]
role-label: துணை அமைப்பாளர்கள் : bbox=[787, 797, 901, 808]
member-paragraph bbox=[425, 315, 772, 364]
member-text: ஸ்ரீ.சுதாகர், 30, சந்தனூர் காட்டுவளவு, காருவள்ளி, காடையாம்பட்டி, சேலம். bbox=[425, 936, 772, 959]
role-label: துணை அமைப்பாளர்கள் : bbox=[61, 188, 192, 199]
booth-entry bbox=[425, 1232, 772, 1257]
member-paragraph bbox=[61, 857, 409, 881]
member-text: செ.செல்வம் 4/38, சந்தனூர் காட்டுவளவு, காருவள்ளி, காடையாம்பட்டி, சேலம். bbox=[425, 833, 772, 856]
member-paragraph bbox=[787, 450, 1134, 511]
member-paragraph bbox=[1150, 1228, 1497, 1252]
role-label: அமைப்பாளர் : bbox=[61, 1460, 129, 1471]
column-3 bbox=[779, 108, 1141, 2347]
role-label: அமைப்பாளர் : bbox=[425, 493, 491, 504]
booth-separator: : bbox=[117, 945, 121, 956]
booth-member: சீ.சதீஷ்குமார் 2–5, புது காருவள்ளி, காடையாம்பட்டி, சேலம். bbox=[491, 1219, 751, 1229]
member-text: ப.நந்தகோபால், 1/26–எ, பாரதிபுரம், ஒண்டிவீரனூர், மரக்கோட்டை, காருவள்ளி, காடையாம்பட்டி, சேலம். bbox=[61, 1356, 409, 1380]
role-label: அமைப்பாளர் : bbox=[1150, 894, 1219, 905]
role-label: துணை அமைப்பாளர்கள் : bbox=[1150, 1026, 1288, 1037]
column-4 bbox=[1141, 108, 1504, 2347]
member-paragraph bbox=[787, 215, 1134, 239]
role-label: அமைப்பாளர் : bbox=[787, 1078, 866, 1089]
role-label: துணை அமைப்பாளர்கள் : bbox=[425, 589, 557, 600]
member-paragraph bbox=[61, 691, 409, 740]
member-text: வே.சரவணகுமார், குண்டன்காடு, கஞ்சநாயக்கன்பட்டி, காடையாம்பட்டி, சேலம். bbox=[787, 1078, 1134, 1102]
member-paragraph bbox=[61, 381, 409, 430]
member-text: சே.செளந்திராஜன், பசுபதியூர், காருவள்ளி, காடையாம்பட்டி, சேலம். bbox=[425, 287, 772, 310]
branch-heading: கோவிந்தகவுண்டனூர் குடியிருப்பு கிளை bbox=[842, 944, 1080, 959]
member-paragraph bbox=[1150, 1112, 1497, 1137]
member-text: க.சந்தோஷ் 17–73, அழகனம்பட்டி, கஞ்சநாயக்கன்பட்டி, காடையாம்பட்டி, சேலம். bbox=[787, 319, 1134, 342]
booth-member: க.கருணாகரன், 6–46, மரக்கோட்டை, காருவள்ளி, காடையாம்பட்டி, சேலம். bbox=[854, 109, 1134, 132]
booth-member: ம.ராஜேஷ்குமார், 7–78–பி, ஒண்டிவீரனூர், பாரதிபுரம், காருவள்ளி, காடையாம்பட்டி, சேலம். bbox=[854, 136, 1134, 159]
booth-entry bbox=[61, 1066, 409, 1091]
